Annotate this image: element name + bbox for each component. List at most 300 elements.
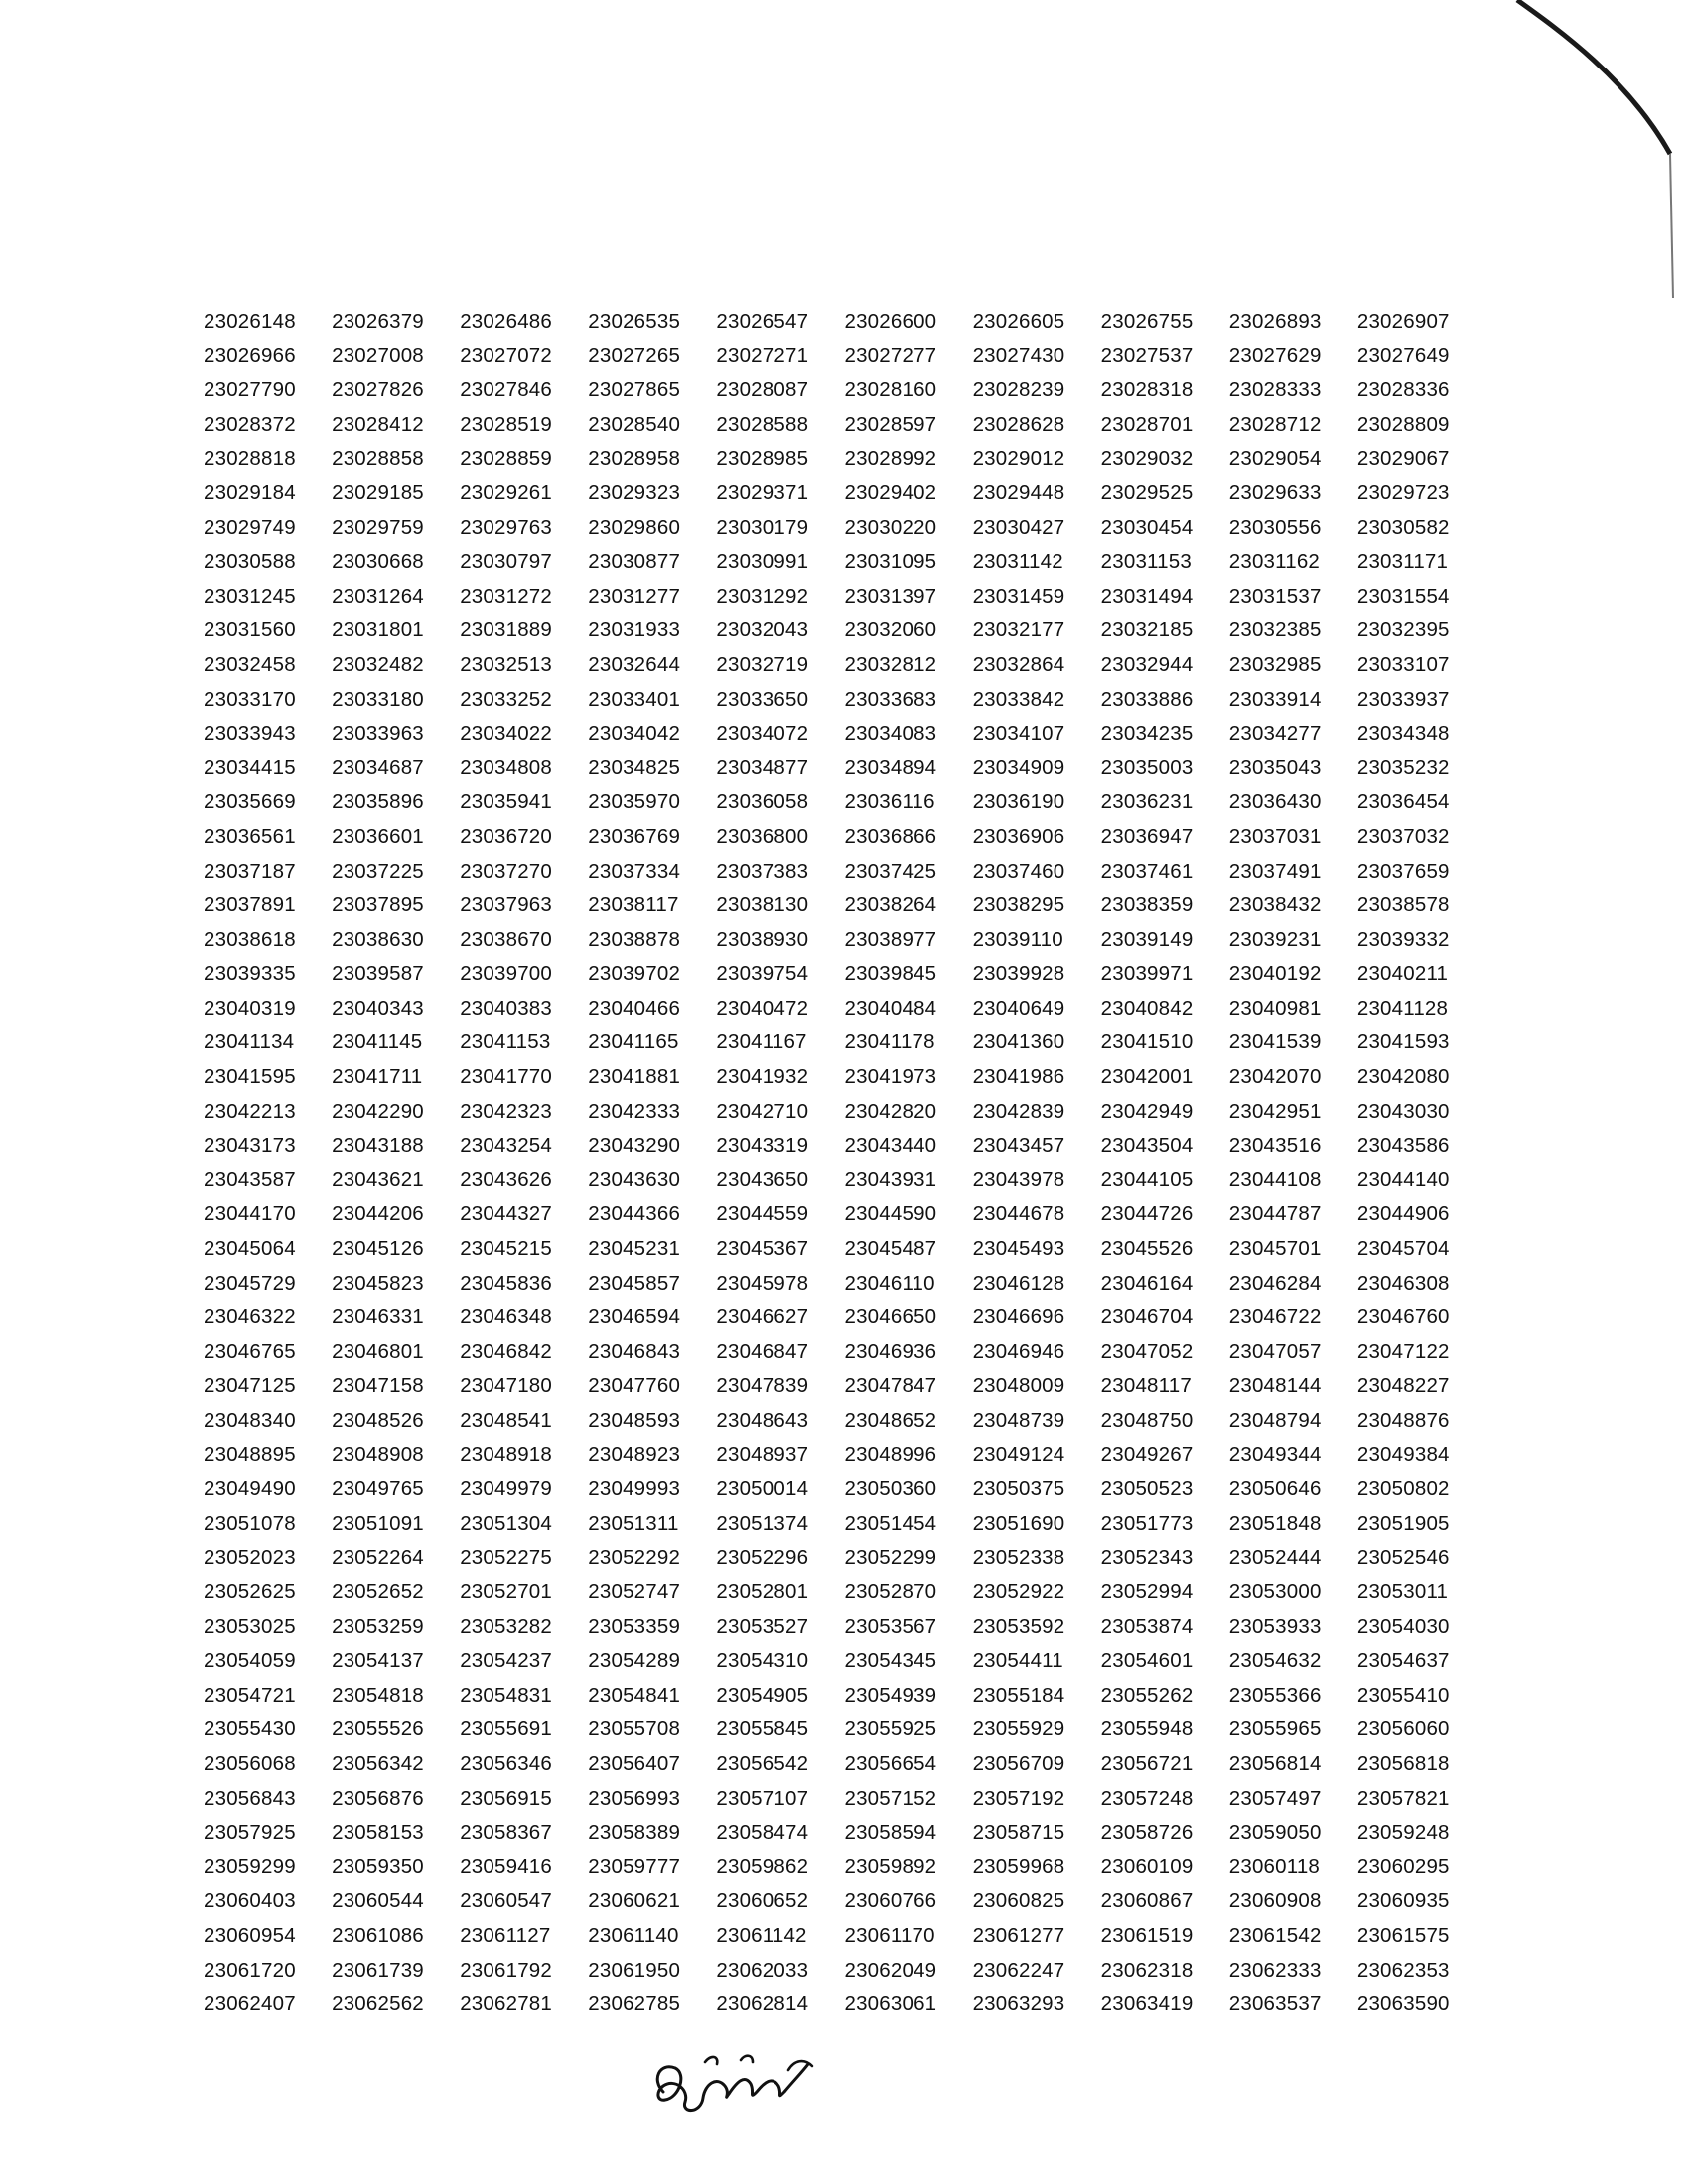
roll-number-cell: 23031889	[460, 618, 552, 642]
table-row	[204, 1644, 1484, 1679]
roll-number-cell: 23048009	[972, 1374, 1065, 1398]
roll-number-cell: 23056542	[716, 1751, 809, 1775]
roll-number-cell: 23055948	[1100, 1717, 1194, 1741]
roll-number-cell: 23052296	[716, 1546, 809, 1570]
roll-number-cell: 23041595	[204, 1065, 296, 1089]
roll-number-cell: 23061277	[972, 1923, 1065, 1947]
roll-number-cell: 23061519	[1100, 1923, 1194, 1947]
roll-number-cell: 23034083	[844, 722, 937, 746]
roll-number-cell: 23029032	[1100, 447, 1194, 471]
roll-number-cell: 23036947	[1100, 824, 1194, 848]
roll-number-cell: 23041932	[716, 1065, 809, 1089]
roll-number-cell: 23035970	[588, 790, 681, 814]
roll-number-cell: 23060825	[972, 1889, 1065, 1913]
roll-number-cell: 23056342	[332, 1751, 424, 1775]
roll-number-cell: 23060954	[204, 1923, 296, 1947]
roll-number-cell: 23033963	[332, 722, 424, 746]
roll-number-cell: 23040842	[1100, 996, 1194, 1020]
roll-number-cell: 23031933	[588, 618, 681, 642]
roll-number-cell: 23030556	[1228, 515, 1322, 539]
roll-number-cell: 23042949	[1100, 1099, 1194, 1123]
roll-number-cell: 23039754	[716, 962, 809, 986]
roll-number-cell: 23031171	[1356, 550, 1449, 574]
roll-number-cell: 23037963	[460, 893, 552, 917]
roll-number-cell: 23032043	[716, 618, 809, 642]
roll-number-cell: 23058726	[1100, 1821, 1194, 1844]
roll-number-cell: 23060295	[1356, 1854, 1450, 1878]
table-row	[204, 855, 1484, 889]
roll-number-cell: 23053282	[460, 1614, 552, 1638]
roll-number-cell: 23048794	[1228, 1409, 1322, 1432]
roll-number-cell: 23039110	[972, 927, 1063, 951]
roll-number-cell: 23054818	[332, 1683, 424, 1706]
roll-number-cell: 23039702	[588, 962, 681, 986]
roll-number-cell: 23048908	[332, 1442, 424, 1466]
roll-number-cell: 23037891	[204, 893, 296, 917]
roll-number-cell: 23035043	[1228, 755, 1322, 779]
roll-number-cell: 23028336	[1356, 378, 1450, 402]
roll-number-cell: 23026148	[204, 310, 296, 333]
roll-number-cell: 23028818	[204, 447, 296, 471]
roll-number-cell: 23054632	[1228, 1649, 1322, 1673]
roll-number-cell: 23049490	[204, 1477, 296, 1501]
roll-number-cell: 23036906	[972, 824, 1065, 848]
roll-number-cell: 23043173	[204, 1134, 296, 1158]
roll-number-cell: 23027537	[1100, 343, 1194, 367]
roll-number-cell: 23042323	[460, 1099, 552, 1123]
roll-number-cell: 23028160	[844, 378, 937, 402]
roll-number-cell: 23039231	[1228, 927, 1322, 951]
roll-number-cell: 23032458	[204, 652, 296, 676]
roll-number-cell: 23043931	[844, 1167, 937, 1191]
roll-number-cell: 23043630	[588, 1167, 681, 1191]
roll-number-cell: 23054137	[332, 1649, 424, 1673]
roll-number-cell: 23033914	[1228, 687, 1322, 711]
roll-number-cell: 23041986	[972, 1065, 1065, 1089]
roll-number-cell: 23031277	[588, 584, 681, 608]
roll-number-cell: 23055929	[972, 1717, 1065, 1741]
roll-number-cell: 23045701	[1228, 1237, 1322, 1261]
roll-number-cell: 23037334	[588, 859, 681, 883]
roll-number-cell: 23041167	[716, 1030, 807, 1054]
roll-number-cell: 23045126	[332, 1237, 424, 1261]
roll-number-cell: 23048652	[844, 1409, 937, 1432]
roll-number-cell: 23041145	[332, 1030, 423, 1054]
roll-number-cell: 23051091	[332, 1511, 424, 1535]
roll-number-cell: 23026547	[716, 310, 809, 333]
roll-number-cell: 23038295	[972, 893, 1065, 917]
roll-number-cell: 23032985	[1228, 652, 1322, 676]
roll-number-cell: 23028588	[716, 412, 809, 436]
roll-number-cell: 23029723	[1356, 480, 1450, 504]
table-row	[204, 1954, 1484, 1988]
roll-number-cell: 23046128	[972, 1271, 1065, 1295]
roll-number-cell: 23053933	[1228, 1614, 1322, 1638]
roll-number-cell: 23042213	[204, 1099, 296, 1123]
roll-number-cell: 23061542	[1228, 1923, 1322, 1947]
roll-number-cell: 23032864	[972, 652, 1065, 676]
table-row	[204, 545, 1484, 580]
roll-number-cell: 23054030	[1356, 1614, 1450, 1638]
roll-number-cell: 23056915	[460, 1786, 552, 1810]
roll-number-cell: 23046164	[1100, 1271, 1194, 1295]
roll-number-cell: 23037425	[844, 859, 937, 883]
roll-number-cell: 23062814	[716, 1992, 809, 2016]
roll-number-cell: 23038930	[716, 927, 809, 951]
roll-number-cell: 23036430	[1228, 790, 1322, 814]
roll-number-cell: 23046936	[844, 1339, 937, 1363]
roll-number-cell: 23053874	[1100, 1614, 1194, 1638]
roll-number-cell: 23053567	[844, 1614, 937, 1638]
roll-number-cell: 23045231	[588, 1237, 681, 1261]
table-row	[204, 751, 1484, 786]
roll-number-cell: 23030668	[332, 550, 424, 574]
roll-number-cell: 23043290	[588, 1134, 681, 1158]
roll-number-cell: 23049267	[1100, 1442, 1194, 1466]
handwritten-signature	[645, 2040, 824, 2119]
roll-number-cell: 23047839	[716, 1374, 809, 1398]
roll-number-cell: 23035003	[1100, 755, 1194, 779]
roll-number-cell: 23047847	[844, 1374, 937, 1398]
table-row	[204, 957, 1484, 992]
roll-number-cell: 23038117	[588, 893, 679, 917]
roll-number-cell: 23029323	[588, 480, 681, 504]
roll-number-cell: 23052701	[460, 1579, 552, 1603]
roll-number-cell: 23050375	[972, 1477, 1065, 1501]
roll-number-cell: 23050360	[844, 1477, 937, 1501]
roll-number-cell: 23027846	[460, 378, 552, 402]
roll-number-cell: 23043254	[460, 1134, 552, 1158]
roll-number-cell: 23034877	[716, 755, 809, 779]
roll-number-cell: 23026600	[844, 310, 937, 333]
roll-number-cell: 23046843	[588, 1339, 681, 1363]
roll-number-cell: 23041510	[1100, 1030, 1194, 1054]
roll-number-cell: 23048918	[460, 1442, 552, 1466]
roll-number-cell: 23029759	[332, 515, 424, 539]
roll-number-cell: 23048739	[972, 1409, 1065, 1432]
roll-number-cell: 23033401	[588, 687, 681, 711]
roll-number-cell: 23040649	[972, 996, 1065, 1020]
roll-number-cell: 23052023	[204, 1546, 296, 1570]
table-row	[204, 785, 1484, 820]
roll-number-cell: 23046847	[716, 1339, 809, 1363]
roll-number-cell: 23044170	[204, 1202, 296, 1226]
roll-number-cell: 23027865	[588, 378, 681, 402]
roll-number-cell: 23063293	[972, 1992, 1065, 2016]
roll-number-cell: 23029185	[332, 480, 424, 504]
roll-number-cell: 23061792	[460, 1958, 552, 1981]
roll-number-cell: 23062785	[588, 1992, 681, 2016]
roll-number-cell: 23041165	[588, 1030, 679, 1054]
roll-number-cell: 23048923	[588, 1442, 681, 1466]
roll-number-cell: 23028712	[1228, 412, 1322, 436]
table-row	[204, 305, 1484, 340]
roll-number-cell: 23044678	[972, 1202, 1065, 1226]
roll-number-cell: 23028701	[1100, 412, 1194, 436]
roll-number-cell: 23042710	[716, 1099, 809, 1123]
roll-number-cell: 23063061	[844, 1992, 937, 2016]
roll-number-cell: 23037461	[1100, 859, 1194, 883]
roll-number-cell: 23052546	[1356, 1546, 1450, 1570]
roll-number-cell: 23032644	[588, 652, 681, 676]
roll-number-cell: 23060908	[1228, 1889, 1322, 1913]
roll-number-cell: 23056654	[844, 1751, 937, 1775]
roll-number-cell: 23051454	[844, 1511, 937, 1535]
roll-number-cell: 23046627	[716, 1305, 809, 1329]
roll-number-cell: 23047158	[332, 1374, 424, 1398]
roll-number-cell: 23028318	[1100, 378, 1194, 402]
roll-number-cell: 23034808	[460, 755, 552, 779]
roll-number-cell: 23043457	[972, 1134, 1065, 1158]
roll-number-cell: 23027649	[1356, 343, 1450, 367]
roll-number-cell: 23053000	[1228, 1579, 1322, 1603]
roll-number-cell: 23028992	[844, 447, 937, 471]
roll-number-cell: 23063537	[1228, 1992, 1322, 2016]
roll-number-cell: 23033650	[716, 687, 809, 711]
roll-number-cell: 23056721	[1100, 1751, 1194, 1775]
roll-number-cell: 23052801	[716, 1579, 809, 1603]
roll-number-cell: 23026907	[1356, 310, 1450, 333]
roll-number-cell: 23048643	[716, 1409, 809, 1432]
roll-number-cell: 23057107	[716, 1786, 809, 1810]
roll-number-cell: 23031142	[972, 550, 1063, 574]
roll-number-cell: 23036190	[972, 790, 1065, 814]
roll-number-cell: 23026605	[972, 310, 1065, 333]
table-row	[204, 1197, 1484, 1232]
roll-number-cell: 23041711	[332, 1065, 423, 1089]
roll-number-cell: 23029371	[716, 480, 809, 504]
table-row	[204, 992, 1484, 1026]
roll-number-cell: 23031162	[1228, 550, 1321, 574]
roll-number-cell: 23028628	[972, 412, 1065, 436]
roll-number-cell: 23028372	[204, 412, 296, 436]
roll-number-cell: 23056814	[1228, 1751, 1322, 1775]
roll-number-cell: 23051690	[972, 1511, 1065, 1535]
roll-number-cell: 23034042	[588, 722, 681, 746]
roll-number-cell: 23031397	[844, 584, 937, 608]
roll-number-cell: 23057821	[1356, 1786, 1450, 1810]
roll-number-cell: 23026893	[1228, 310, 1322, 333]
roll-number-cell: 23050014	[716, 1477, 809, 1501]
roll-number-cell: 23047057	[1228, 1339, 1322, 1363]
roll-number-table	[204, 305, 1484, 2022]
roll-number-cell: 23044787	[1228, 1202, 1322, 1226]
roll-number-cell: 23053527	[716, 1614, 809, 1638]
roll-number-cell: 23031095	[844, 550, 937, 574]
roll-number-cell: 23059416	[460, 1854, 552, 1878]
roll-number-cell: 23060403	[204, 1889, 296, 1913]
roll-number-cell: 23046594	[588, 1305, 681, 1329]
roll-number-cell: 23060935	[1356, 1889, 1450, 1913]
roll-number-cell: 23034277	[1228, 722, 1322, 746]
roll-number-cell: 23058474	[716, 1821, 809, 1844]
roll-number-cell: 23028958	[588, 447, 681, 471]
roll-number-cell: 23027008	[332, 343, 424, 367]
table-row	[204, 1575, 1484, 1610]
roll-number-cell: 23052264	[332, 1546, 424, 1570]
roll-number-cell: 23046348	[460, 1305, 552, 1329]
roll-number-cell: 23029012	[972, 447, 1065, 471]
table-row	[204, 1060, 1484, 1095]
roll-number-cell: 23046842	[460, 1339, 552, 1363]
folded-corner-mark	[1390, 0, 1688, 298]
roll-number-cell: 23046650	[844, 1305, 937, 1329]
table-row	[204, 408, 1484, 443]
roll-number-cell: 23036866	[844, 824, 937, 848]
roll-number-cell: 23037225	[332, 859, 424, 883]
table-row	[204, 1919, 1484, 1954]
roll-number-cell: 23036231	[1100, 790, 1194, 814]
roll-number-cell: 23046284	[1228, 1271, 1322, 1295]
roll-number-cell: 23039335	[204, 962, 296, 986]
roll-number-cell: 23028540	[588, 412, 681, 436]
table-row	[204, 477, 1484, 511]
roll-number-cell: 23045487	[844, 1237, 937, 1261]
roll-number-cell: 23053259	[332, 1614, 424, 1638]
roll-number-cell: 23037270	[460, 859, 552, 883]
roll-number-cell: 23037031	[1228, 824, 1322, 848]
roll-number-cell: 23062318	[1100, 1958, 1194, 1981]
table-row	[204, 580, 1484, 614]
table-row	[204, 888, 1484, 923]
roll-number-cell: 23038432	[1228, 893, 1322, 917]
roll-number-cell: 23048227	[1356, 1374, 1450, 1398]
roll-number-cell: 23031560	[204, 618, 296, 642]
roll-number-cell: 23038130	[716, 893, 809, 917]
roll-number-cell: 23048117	[1100, 1374, 1192, 1398]
roll-number-cell: 23053025	[204, 1614, 296, 1638]
roll-number-cell: 23061170	[844, 1923, 935, 1947]
roll-number-cell: 23060547	[460, 1889, 552, 1913]
roll-number-cell: 23060867	[1100, 1889, 1194, 1913]
roll-number-cell: 23057152	[844, 1786, 937, 1810]
roll-number-cell: 23028597	[844, 412, 937, 436]
roll-number-cell: 23029860	[588, 515, 681, 539]
roll-number-cell: 23053359	[588, 1614, 681, 1638]
roll-number-cell: 23029763	[460, 515, 552, 539]
table-row	[204, 923, 1484, 958]
roll-number-cell: 23040343	[332, 996, 424, 1020]
roll-number-cell: 23044108	[1228, 1167, 1322, 1191]
roll-number-cell: 23044327	[460, 1202, 552, 1226]
roll-number-cell: 23055430	[204, 1717, 296, 1741]
roll-number-cell: 23061086	[332, 1923, 424, 1947]
roll-number-cell: 23049765	[332, 1477, 424, 1501]
roll-number-cell: 23052652	[332, 1579, 424, 1603]
roll-number-cell: 23038359	[1100, 893, 1194, 917]
roll-number-cell: 23048593	[588, 1409, 681, 1432]
roll-number-cell: 23031537	[1228, 584, 1322, 608]
roll-number-cell: 23038630	[332, 927, 424, 951]
roll-number-cell: 23027430	[972, 343, 1065, 367]
roll-number-cell: 23054237	[460, 1649, 552, 1673]
roll-number-cell: 23055410	[1356, 1683, 1450, 1706]
roll-number-cell: 23063590	[1356, 1992, 1450, 2016]
roll-number-cell: 23032177	[972, 618, 1065, 642]
roll-number-cell: 23042839	[972, 1099, 1065, 1123]
roll-number-cell: 23052343	[1100, 1546, 1194, 1570]
table-row	[204, 820, 1484, 855]
roll-number-cell: 23034348	[1356, 722, 1450, 746]
roll-number-cell: 23063419	[1100, 1992, 1194, 2016]
roll-number-cell: 23030427	[972, 515, 1065, 539]
roll-number-cell: 23047180	[460, 1374, 552, 1398]
roll-number-cell: 23046801	[332, 1339, 424, 1363]
roll-number-cell: 23032513	[460, 652, 552, 676]
roll-number-cell: 23045857	[588, 1271, 681, 1295]
roll-number-cell: 23039149	[1100, 927, 1194, 951]
roll-number-cell: 23036454	[1356, 790, 1450, 814]
roll-number-cell: 23028809	[1356, 412, 1450, 436]
roll-number-cell: 23028858	[332, 447, 424, 471]
roll-number-cell: 23034235	[1100, 722, 1194, 746]
roll-number-cell: 23062049	[844, 1958, 937, 1981]
roll-number-cell: 23028333	[1228, 378, 1322, 402]
roll-number-cell: 23040383	[460, 996, 552, 1020]
roll-number-cell: 23039587	[332, 962, 424, 986]
roll-number-cell: 23041593	[1356, 1030, 1450, 1054]
roll-number-cell: 23033683	[844, 687, 937, 711]
roll-number-cell: 23051905	[1356, 1511, 1450, 1535]
roll-number-cell: 23035896	[332, 790, 424, 814]
roll-number-cell: 23042070	[1228, 1065, 1322, 1089]
roll-number-cell: 23048895	[204, 1442, 296, 1466]
roll-number-cell: 23062781	[460, 1992, 552, 2016]
roll-number-cell: 23039332	[1356, 927, 1450, 951]
roll-number-cell: 23029633	[1228, 480, 1322, 504]
roll-number-cell: 23059299	[204, 1854, 296, 1878]
roll-number-cell: 23056843	[204, 1786, 296, 1810]
roll-number-cell: 23044726	[1100, 1202, 1194, 1226]
table-row	[204, 1541, 1484, 1575]
roll-number-cell: 23052922	[972, 1579, 1065, 1603]
table-row	[204, 1129, 1484, 1163]
roll-number-cell: 23038578	[1356, 893, 1450, 917]
roll-number-cell: 23046765	[204, 1339, 296, 1363]
roll-number-cell: 23040466	[588, 996, 681, 1020]
roll-number-cell: 23044590	[844, 1202, 937, 1226]
roll-number-cell: 23045367	[716, 1237, 809, 1261]
table-row	[204, 1712, 1484, 1747]
roll-number-cell: 23054601	[1100, 1649, 1194, 1673]
roll-number-cell: 23037383	[716, 859, 809, 883]
roll-number-cell: 23043516	[1228, 1134, 1322, 1158]
roll-number-cell: 23049384	[1356, 1442, 1450, 1466]
table-row	[204, 340, 1484, 374]
table-row	[204, 1300, 1484, 1335]
roll-number-cell: 23033252	[460, 687, 552, 711]
roll-number-cell: 23036116	[844, 790, 935, 814]
table-row	[204, 1438, 1484, 1473]
roll-number-cell: 23043440	[844, 1134, 937, 1158]
roll-number-cell: 23028412	[332, 412, 424, 436]
roll-number-cell: 23059248	[1356, 1821, 1450, 1844]
roll-number-cell: 23041360	[972, 1030, 1065, 1054]
roll-number-cell: 23051848	[1228, 1511, 1322, 1535]
roll-number-cell: 23045064	[204, 1237, 296, 1261]
roll-number-cell: 23042001	[1100, 1065, 1194, 1089]
roll-number-cell: 23027826	[332, 378, 424, 402]
roll-number-cell: 23035232	[1356, 755, 1450, 779]
roll-number-cell: 23056876	[332, 1786, 424, 1810]
roll-number-cell: 23040192	[1228, 962, 1322, 986]
roll-number-cell: 23041973	[844, 1065, 937, 1089]
roll-number-cell: 23029261	[460, 480, 552, 504]
roll-number-cell: 23047052	[1100, 1339, 1194, 1363]
roll-number-cell: 23039845	[844, 962, 937, 986]
roll-number-cell: 23062033	[716, 1958, 809, 1981]
roll-number-cell: 23043978	[972, 1167, 1065, 1191]
